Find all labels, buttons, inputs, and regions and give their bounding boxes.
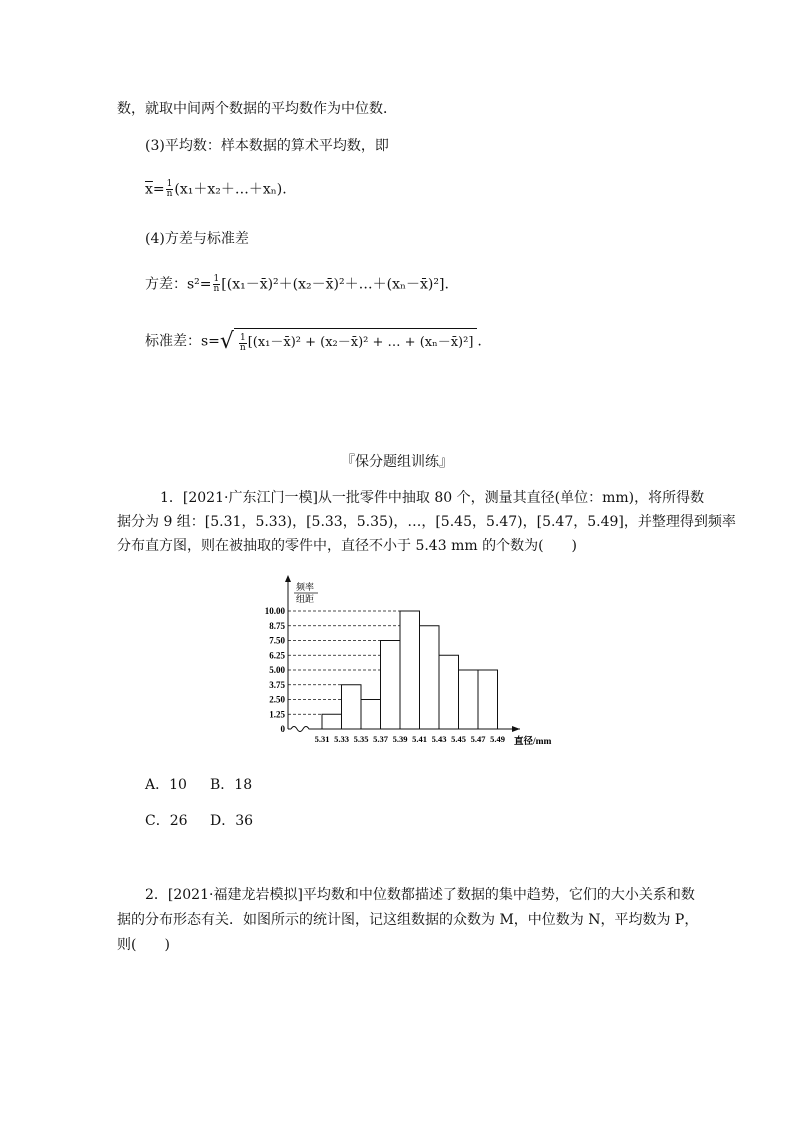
- ylabel-top: 频率: [296, 582, 315, 592]
- q2-line-1: 2．[2021·福建龙岩模拟]平均数和中位数都描述了数据的集中趋势，它们的大小关系和数: [145, 887, 695, 903]
- option-c[interactable]: C．26: [145, 813, 188, 829]
- sqrt-sign: [220, 328, 477, 355]
- q2-line-2: 据的分布形态有关．如图所示的统计图，记这组数据的众数为 M，中位数为 N，平均数为 P，: [117, 912, 699, 928]
- mean-frac: [166, 180, 174, 199]
- variance-frac: [213, 275, 221, 294]
- x-tick-label: 5.47: [470, 734, 486, 744]
- x-tick-label: 5.45: [451, 734, 466, 744]
- std-lhs: s=: [201, 333, 220, 350]
- histogram-bar: [381, 641, 401, 730]
- histogram-bar: [420, 626, 440, 729]
- y-tick-label: 6.25: [269, 650, 285, 661]
- q1-line-3: 分布直方图，则在被抽取的零件中，直径不小于 5.43 mm 的个数为( ): [117, 538, 577, 554]
- x-tick-label: 5.37: [373, 734, 388, 744]
- x-tick-label: 5.39: [392, 734, 408, 744]
- y-tick-label: 5.00: [269, 665, 285, 675]
- text-line-1: 数，就取中间两个数据的平均数作为中位数．: [117, 101, 397, 117]
- std-frac-den: n: [239, 342, 246, 353]
- histogram-bar: [400, 611, 420, 729]
- histogram-bar: [322, 714, 342, 729]
- variance-body: [(x₁－x̄)²＋(x₂－x̄)²＋…＋(xₙ－x̄)²].: [221, 276, 449, 293]
- q1-line-2: 据分为 9 组：[5.31，5.33)，[5.33，5.35)，…，[5.45，5.47)，[5.47，5.49]，并整理得到频率: [117, 514, 736, 530]
- sqrt-body: [234, 328, 477, 355]
- x-tick-label: 5.35: [353, 734, 369, 744]
- histogram-bar: [459, 670, 479, 729]
- mean-frac-den: n: [166, 189, 173, 199]
- variance-frac-den: n: [213, 284, 220, 294]
- histogram-bar: [361, 700, 381, 730]
- std-formula: [145, 328, 482, 355]
- q1-line-1: 1．[2021·广东江门一模]从一批零件中抽取 80 个，测量其直径(单位：mm)，将所得数: [160, 490, 705, 506]
- x-tick-label: 5.43: [431, 734, 447, 744]
- option-b[interactable]: B．18: [210, 777, 253, 793]
- std-frac-num: 1: [239, 332, 246, 343]
- mean-eq: =: [152, 181, 165, 198]
- y-tick-label: 7.50: [269, 635, 285, 646]
- y-tick-label: 10.00: [264, 606, 285, 616]
- x-tick-label: 5.31: [314, 734, 330, 744]
- histogram: [0, 570, 794, 770]
- variance-frac-num: 1: [213, 274, 220, 284]
- option-d[interactable]: D．36: [210, 813, 254, 829]
- x-axis-arrow-icon: [512, 726, 520, 732]
- y-tick-label: 8.75: [269, 620, 285, 631]
- variance-lhs: s²=: [187, 276, 212, 293]
- x-tick-label: 5.41: [412, 734, 427, 744]
- mean-formula: [145, 180, 287, 199]
- text-line-2: (3)平均数：样本数据的算术平均数，即: [145, 138, 389, 154]
- q2-line-3: 则( ): [117, 937, 170, 953]
- histogram-bar: [478, 670, 498, 729]
- histogram-bar: [342, 685, 362, 729]
- histogram-bar: [439, 655, 459, 729]
- mean-lhs: $\overline{x}$: [145, 181, 153, 198]
- x-axis-label: 直径/mm: [514, 737, 552, 747]
- y-tick-label: 0: [280, 724, 285, 734]
- variance-formula: [145, 275, 449, 294]
- x-tick-label: 5.33: [334, 734, 349, 744]
- std-tail: .: [477, 333, 482, 350]
- std-label: 标准差：: [145, 333, 201, 350]
- variance-label: 方差：: [145, 276, 187, 293]
- y-tick-label: 2.50: [269, 694, 285, 705]
- x-tick-label: 5.49: [490, 734, 505, 744]
- section-title: 『保分题组训练』: [341, 454, 453, 470]
- ylabel-bottom: 组距: [296, 594, 315, 604]
- y-tick-label: 1.25: [269, 709, 285, 720]
- axis-break-icon: [291, 727, 312, 732]
- text-line-4: (4)方差与标准差: [145, 231, 249, 247]
- std-frac: [239, 334, 247, 353]
- option-a[interactable]: A．10: [145, 777, 187, 793]
- radical-icon: √: [219, 328, 234, 354]
- mean-body: (x₁＋x₂＋…＋xₙ).: [174, 181, 287, 198]
- y-axis-arrow-icon: [285, 575, 291, 582]
- mean-frac-num: 1: [166, 179, 173, 189]
- std-body: [(x₁－x̄)² + (x₂－x̄)² + … + (xₙ－x̄)²]: [247, 335, 474, 350]
- y-tick-label: 3.75: [269, 679, 285, 690]
